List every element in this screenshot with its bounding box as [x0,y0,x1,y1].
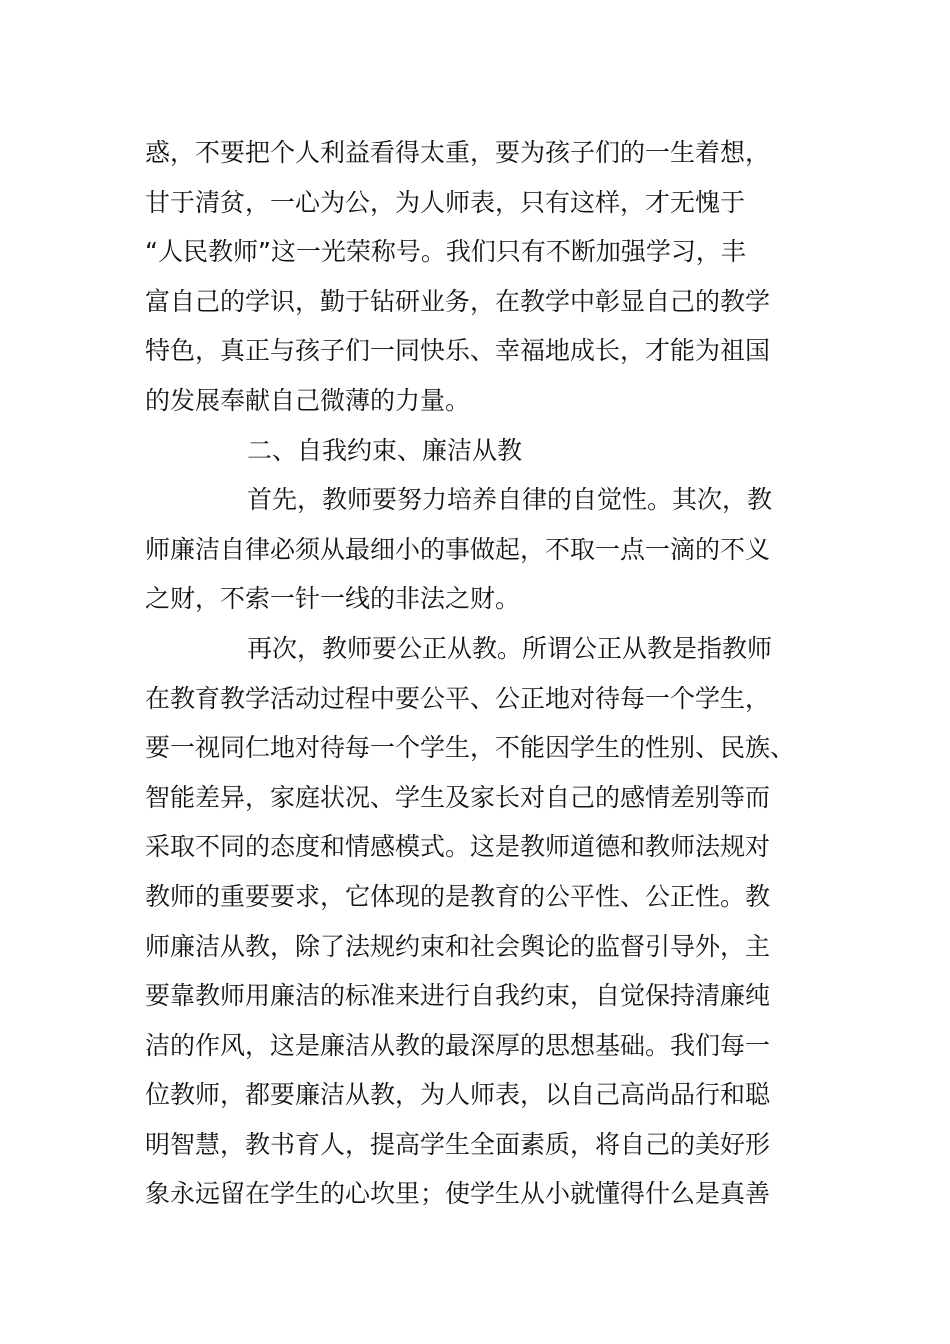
document-body [145,128,805,1219]
text-line: 要一视同仁地对待每一个学生，不能因学生的性别、民族、 [145,733,796,763]
text-line: 位教师，都要廉洁从教，为人师表，以自己高尚品行和聪 [145,1080,771,1110]
text-line: 师廉洁从教，除了法规约束和社会舆论的监督引导外，主 [145,931,771,961]
text-line: 之财，不索一针一线的非法之财。 [145,584,521,614]
text-line: 象永远留在学生的心坎里；使学生从小就懂得什么是真善 [145,1179,771,1209]
text-line: 教师的重要要求，它体现的是教育的公平性、公正性。教 [145,881,771,911]
text-line: 明智慧，教书育人，提高学生全面素质，将自己的美好形 [145,1129,771,1159]
text-line: “人民教师”这一光荣称号。我们只有不断加强学习，丰 [145,237,746,267]
text-line: 智能差异，家庭状况、学生及家长对自己的感情差别等而 [145,782,771,812]
paragraph-first-line: 首先，教师要努力培养自律的自觉性。其次，教 [247,485,773,515]
section-heading: 二、自我约束、廉洁从教 [247,435,523,465]
text-line: 的发展奉献自己微薄的力量。 [145,385,471,415]
text-line: 特色，真正与孩子们一同快乐、幸福地成长，才能为祖国 [145,336,771,366]
text-line: 师廉洁自律必须从最细小的事做起，不取一点一滴的不义 [145,534,771,564]
text-line: 甘于清贫，一心为公，为人师表，只有这样，才无愧于 [145,187,746,217]
paragraph-first-line: 再次，教师要公正从教。所谓公正从教是指教师 [247,633,773,663]
text-line: 洁的作风，这是廉洁从教的最深厚的思想基础。我们每一 [145,1030,771,1060]
text-line: 富自己的学识，勤于钻研业务，在教学中彰显自己的教学 [145,286,771,316]
text-line: 在教育教学活动过程中要公平、公正地对待每一个学生， [145,683,771,713]
text-line: 惑，不要把个人利益看得太重，要为孩子们的一生着想， [145,138,771,167]
text-line: 采取不同的态度和情感模式。这是教师道德和教师法规对 [145,832,771,862]
text-line: 要靠教师用廉洁的标准来进行自我约束，自觉保持清廉纯 [145,981,771,1011]
